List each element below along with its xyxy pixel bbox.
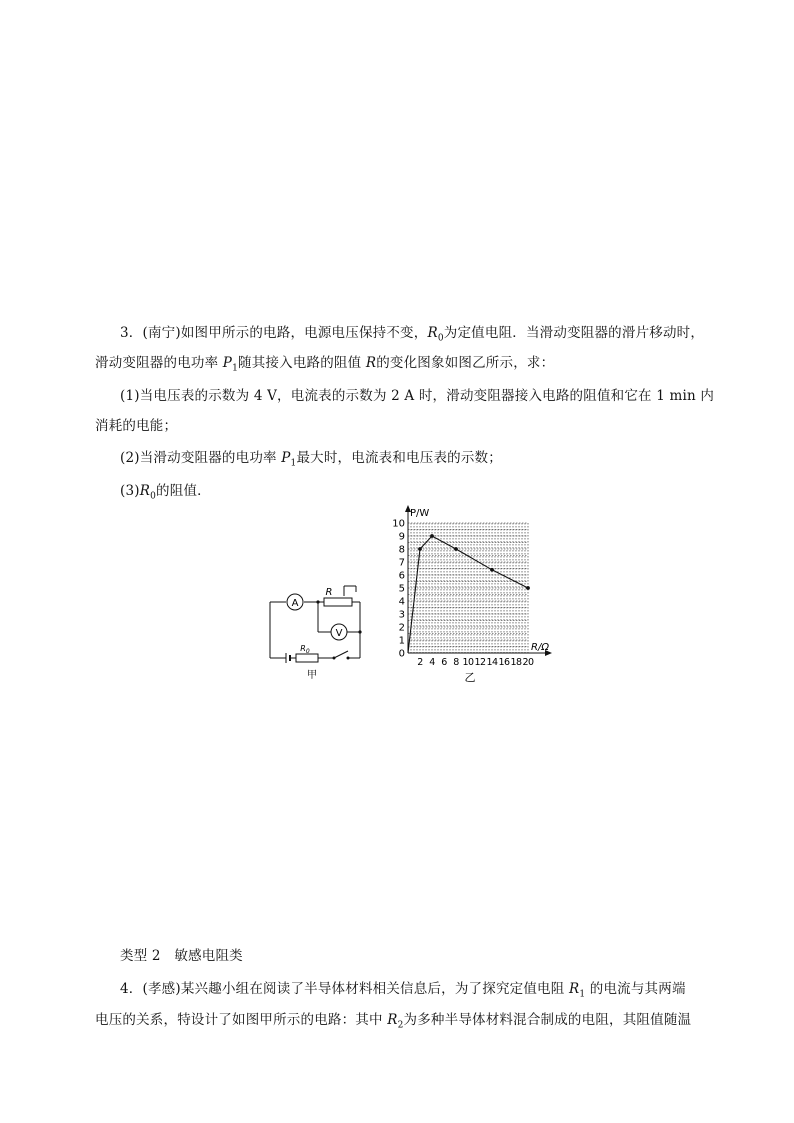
x-tick-label: 6 xyxy=(441,657,447,668)
question-1-line1: (1)当电压表的示数为 4 V，电流表的示数为 2 A 时，滑动变阻器接入电路的阻值和它在 1 min 内 xyxy=(120,388,715,404)
data-point xyxy=(490,568,494,572)
sub: 1 xyxy=(290,458,297,469)
switch-contact xyxy=(347,657,350,660)
y-tick-label: 0 xyxy=(398,648,405,660)
sub: 0 xyxy=(437,333,444,344)
problem4-line1 xyxy=(120,977,686,1000)
circuit-diagram xyxy=(262,574,374,684)
ammeter-label: A xyxy=(291,598,299,609)
var-r2: R xyxy=(387,1012,398,1028)
question-1-line2: 消耗的电能； xyxy=(95,418,178,434)
junction-dot xyxy=(358,630,361,633)
problem-source: (南宁) xyxy=(142,325,181,341)
text: 为定值电阻．当滑动变阻器的滑片移动时， xyxy=(443,325,705,341)
problem3-line2 xyxy=(95,351,554,374)
text: (3) xyxy=(120,483,140,499)
x-tick-label: 14 xyxy=(486,657,498,668)
var-p1: P xyxy=(281,450,291,466)
x-tick-labels xyxy=(417,657,534,668)
y-tick-label: 8 xyxy=(398,544,405,556)
power-resistance-graph xyxy=(388,503,558,688)
sub: 2 xyxy=(397,1020,404,1031)
text: 的阻值． xyxy=(156,483,211,499)
x-tick-label: 4 xyxy=(429,657,435,668)
x-tick-label: 12 xyxy=(474,657,486,668)
problem3-line1 xyxy=(120,321,704,344)
problem4-line2 xyxy=(95,1008,691,1031)
question-2 xyxy=(120,446,502,469)
text: 的电流与其两端 xyxy=(585,981,686,997)
voltmeter-label: V xyxy=(335,628,343,639)
data-point xyxy=(454,547,458,551)
text: 最大时，电流表和电压表的示数； xyxy=(296,450,502,466)
y-tick-labels xyxy=(392,519,405,660)
x-tick-label: 10 xyxy=(462,657,474,668)
x-axis-label: R/Ω xyxy=(531,642,549,653)
x-tick-label: 20 xyxy=(522,657,534,668)
text: (2)当滑动变阻器的电功率 xyxy=(120,450,282,466)
sub: 1 xyxy=(232,363,239,374)
var-r0: R xyxy=(139,483,151,499)
var-p1: P xyxy=(222,355,233,371)
data-point xyxy=(418,547,422,551)
switch-pivot xyxy=(333,657,336,660)
question-3 xyxy=(120,479,211,502)
switch-blade xyxy=(334,651,348,658)
y-tick-label: 3 xyxy=(398,609,405,621)
sub: 1 xyxy=(579,989,586,1000)
sub: 0 xyxy=(150,491,157,502)
text: 某兴趣小组在阅读了半导体材料相关信息后，为了探究定值电阻 xyxy=(180,981,569,997)
var-r1: R xyxy=(568,981,580,997)
y-tick-label: 7 xyxy=(398,557,405,569)
y-tick-label: 10 xyxy=(392,518,405,530)
section-heading-type2: 类型 2 敏感电阻类 xyxy=(120,948,243,964)
x-tick-label: 8 xyxy=(453,657,459,668)
y-tick-label: 1 xyxy=(398,635,405,647)
text: 电压的关系，特设计了如图甲所示的电路：其中 xyxy=(95,1012,388,1028)
text: 如图甲所示的电路，电源电压保持不变， xyxy=(180,325,428,341)
resistor-label: $R_0$ xyxy=(300,644,310,655)
rheostat-label: R xyxy=(325,587,333,598)
problem-number: 4． xyxy=(120,981,143,997)
x-tick-label: 16 xyxy=(498,657,510,668)
data-point xyxy=(430,534,434,538)
y-tick-label: 9 xyxy=(398,531,405,543)
figure-caption-jia: 甲 xyxy=(307,670,317,681)
x-tick-label: 18 xyxy=(510,657,522,668)
rheostat-body xyxy=(324,598,352,606)
text: 的变化图象如图乙所示，求： xyxy=(376,355,555,371)
data-point xyxy=(526,586,530,590)
problem-source: (孝感) xyxy=(142,981,181,997)
y-axis-label: P/W xyxy=(410,508,430,519)
y-tick-label: 2 xyxy=(398,622,405,634)
x-tick-label: 2 xyxy=(417,657,423,668)
text: 随其接入电路的阻值 xyxy=(238,355,366,371)
y-tick-label: 6 xyxy=(398,570,405,582)
figure-caption-yi: 乙 xyxy=(464,671,476,684)
var-r: R xyxy=(365,355,377,371)
y-tick-label: 5 xyxy=(398,583,405,595)
problem-number: 3． xyxy=(120,325,143,341)
resistor-r0 xyxy=(296,654,318,662)
y-tick-label: 4 xyxy=(398,596,405,608)
var-r0: R xyxy=(427,325,438,341)
text: 为多种半导体材料混合制成的电阻，其阻值随温 xyxy=(403,1012,692,1028)
junction-dot xyxy=(316,600,319,603)
text: 滑动变阻器的电功率 xyxy=(95,355,223,371)
